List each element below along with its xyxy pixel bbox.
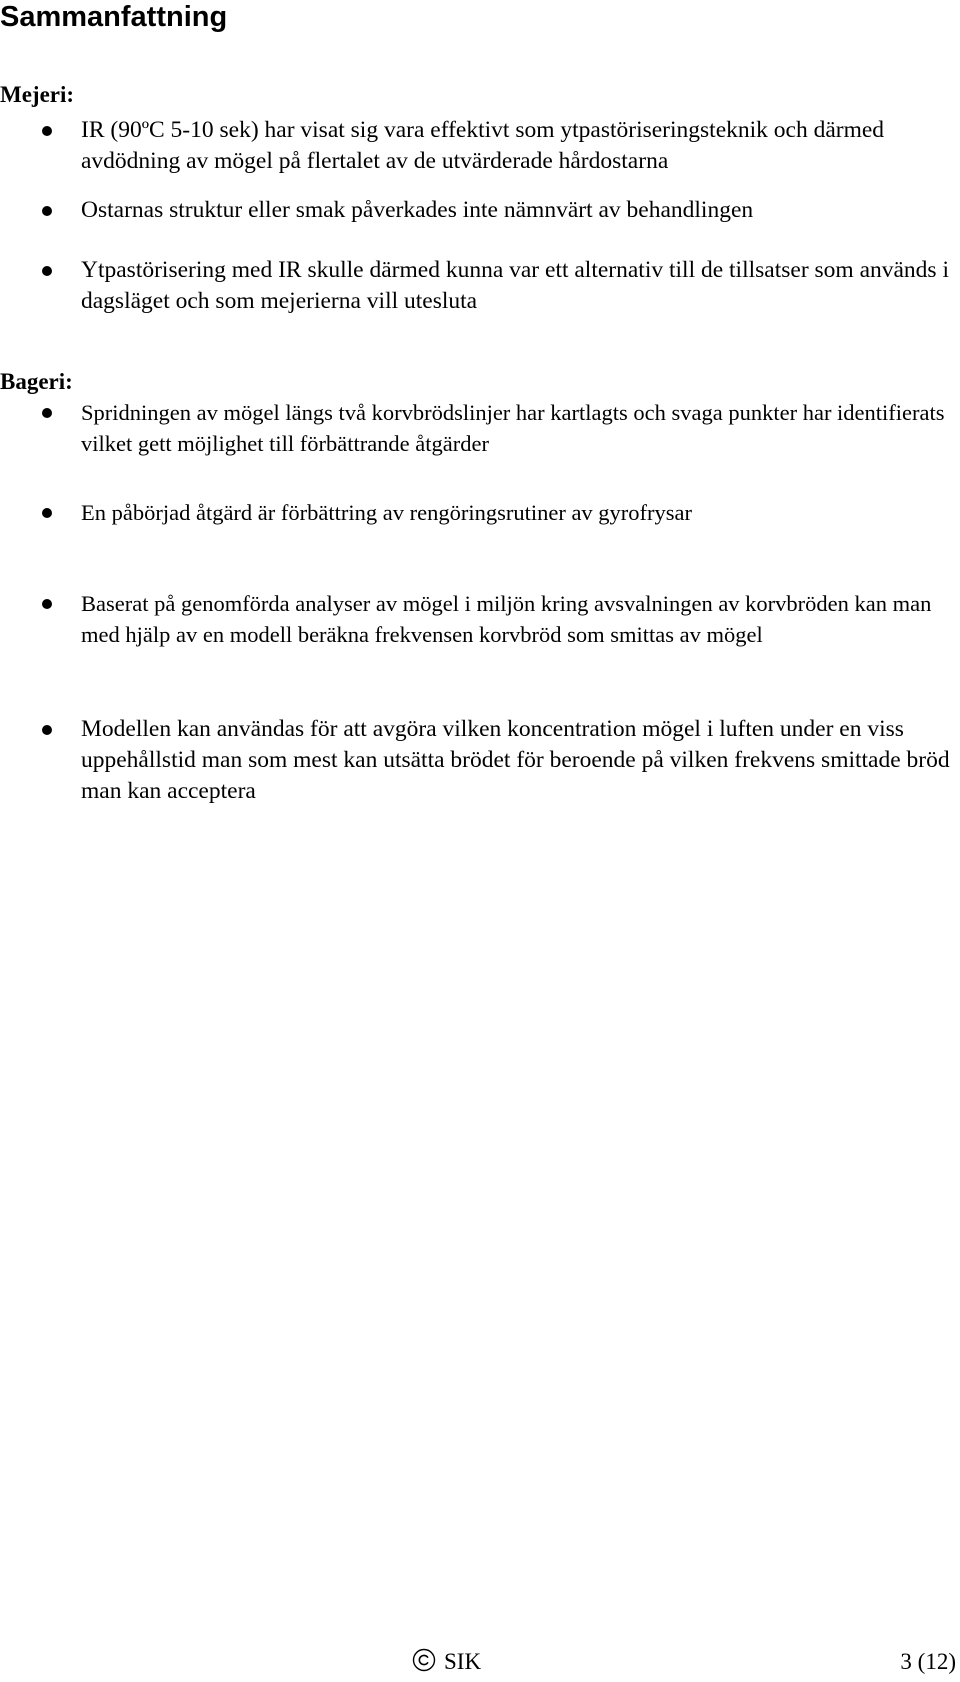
section-heading-bageri: Bageri:	[0, 369, 73, 394]
copyright-icon	[412, 1648, 436, 1672]
page-number: 3 (12)	[900, 1649, 956, 1674]
bullet-text: Ostarnas struktur eller smak påverkades inte nämnvärt av behandlingen	[81, 197, 754, 223]
organization-name: SIK	[444, 1649, 482, 1674]
bullet-icon	[42, 408, 52, 418]
section-heading-mejeri: Mejeri:	[0, 82, 75, 107]
bullet-text: IR (90ºC 5-10 sek) har visat sig vara effektivt som ytpastöriseringsteknik och därmed avdödning av mögel på flertalet av de utvärderade hårdostarna	[81, 117, 885, 174]
bullet-icon	[42, 126, 52, 136]
bullet-icon	[42, 266, 52, 276]
bullet-icon	[42, 206, 52, 216]
page-footer	[0, 1648, 960, 1678]
footer-organization	[412, 1648, 481, 1676]
page-title: Sammanfattning	[0, 1, 228, 33]
bullet-text: Baserat på genomförda analyser av mögel i miljön kring avsvalningen av korvbröden kan man med hjälp av en modell beräkna frekvensen korvbröd som smittas av mögel	[81, 591, 932, 647]
bullet-text: Modellen kan användas för att avgöra vilken koncentration mögel i luften under en viss uppehållstid man som mest kan utsätta brödet för beroende på vilken frekvens smittade bröd man kan acceptera	[81, 716, 950, 804]
bullet-icon	[42, 599, 52, 609]
bullet-icon	[42, 725, 52, 735]
bullet-text: Spridningen av mögel längs två korvbrödslinjer har kartlagts och svaga punkter har identifierats vilket gett möjlighet till förbättrande åtgärder	[81, 400, 945, 456]
bullet-text: En påbörjad åtgärd är förbättring av rengöringsrutiner av gyrofrysar	[81, 500, 693, 525]
bullet-icon	[42, 508, 52, 518]
bullet-text: Ytpastörisering med IR skulle därmed kunna var ett alternativ till de tillsatser som används i dagsläget och som mejerierna vill utesluta	[81, 257, 949, 314]
